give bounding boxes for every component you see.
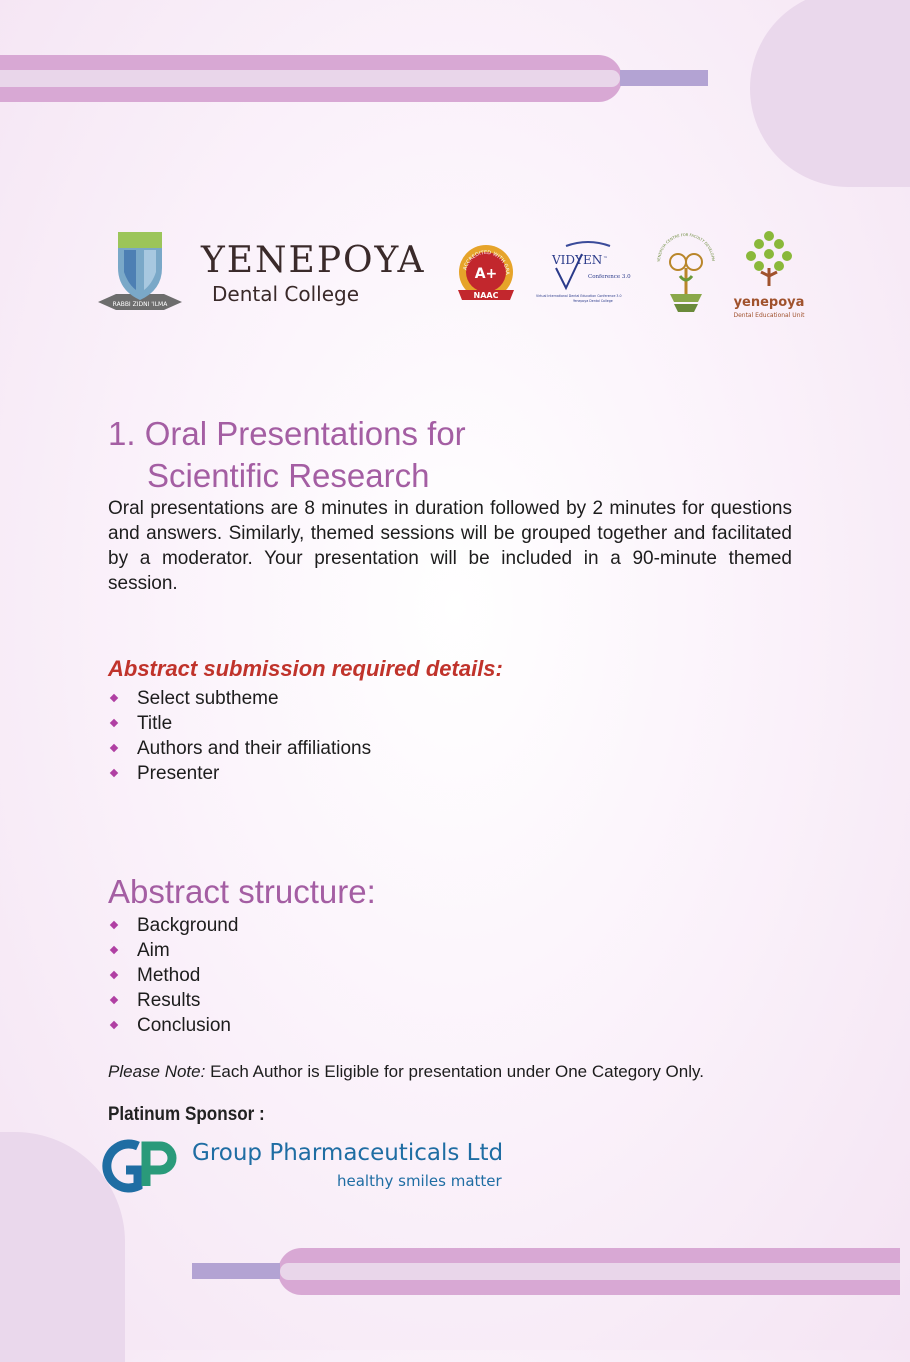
diamond-bullet-icon bbox=[110, 769, 118, 777]
sponsor-name: Group Pharmaceuticals Ltd bbox=[192, 1140, 504, 1166]
note-text: Each Author is Eligible for presentation under One Category Only. bbox=[205, 1062, 704, 1081]
vidyen-title: VIDYEN bbox=[552, 253, 603, 267]
naac-grade: A+ bbox=[474, 266, 498, 282]
list-item: Results bbox=[108, 988, 238, 1013]
vidyen-conf: Conference 3.0 bbox=[588, 274, 631, 280]
abstract-structure-list bbox=[108, 913, 238, 1038]
list-item: Select subtheme bbox=[108, 686, 371, 711]
yenepoya-shield-logo bbox=[96, 228, 184, 314]
list-item: Background bbox=[108, 913, 238, 938]
group-pharmaceuticals-logo-icon bbox=[108, 1140, 178, 1192]
bottom-decorative-bar-inner bbox=[280, 1263, 900, 1280]
section-description: Oral presentations are 8 minutes in duration followed by 2 minutes for questions and answers. Similarly, themed sessions will be grouped together and facilitated by a moderator. Your presentation will be included in a 90-minute themed session. bbox=[108, 498, 792, 594]
sponsor-tagline: healthy smiles matter bbox=[337, 1172, 502, 1190]
note-label: Please Note: bbox=[108, 1062, 206, 1081]
eligibility-note bbox=[108, 1062, 704, 1082]
sponsor-label: Platinum Sponsor : bbox=[108, 1104, 265, 1125]
list-item: Title bbox=[108, 711, 371, 736]
yen-name: yenepoya bbox=[733, 295, 805, 310]
top-decorative-bar-inner bbox=[0, 70, 620, 87]
section-heading-oral-presentations bbox=[108, 413, 466, 497]
vidyen-line2: Yenepoya Dental College bbox=[573, 299, 613, 303]
vidyen-conference-logo bbox=[536, 240, 638, 306]
corner-decoration-top-right bbox=[750, 0, 910, 187]
tree-ring-text: YENEPOYA CENTRE FOR FACULTY DEVELOPM bbox=[656, 232, 716, 263]
diamond-bullet-icon bbox=[110, 971, 118, 979]
diamond-bullet-icon bbox=[110, 921, 118, 929]
diamond-bullet-icon bbox=[110, 719, 118, 727]
college-subtitle: Dental College bbox=[212, 282, 360, 306]
section-heading-line1: 1. Oral Presentations for bbox=[108, 415, 466, 452]
shield-motto: RABBI ZIDNI 'ILMA bbox=[112, 301, 168, 308]
submission-details-list bbox=[108, 686, 371, 786]
diamond-bullet-icon bbox=[110, 946, 118, 954]
dental-educational-unit-logo bbox=[726, 228, 812, 322]
list-item: Aim bbox=[108, 938, 238, 963]
diamond-bullet-icon bbox=[110, 1021, 118, 1029]
list-item: Authors and their affiliations bbox=[108, 736, 371, 761]
diamond-bullet-icon bbox=[110, 694, 118, 702]
top-decorative-bar-tail bbox=[620, 70, 708, 86]
submission-details-heading: Abstract submission required details: bbox=[108, 656, 503, 681]
diamond-bullet-icon bbox=[110, 996, 118, 1004]
vidyen-tm: ™ bbox=[603, 256, 608, 262]
section-heading-line2: Scientific Research bbox=[147, 457, 430, 494]
naac-ring-text: ACCREDITED WITH GRA bbox=[462, 249, 511, 275]
abstract-structure-heading: Abstract structure: bbox=[108, 873, 376, 910]
vidyen-line1: Virtual International Dental Education Conference 3.0 bbox=[536, 294, 622, 298]
faculty-development-tree-icon bbox=[654, 232, 718, 316]
list-item: Conclusion bbox=[108, 1013, 238, 1038]
list-item: Method bbox=[108, 963, 238, 988]
naac-badge-icon bbox=[454, 242, 518, 306]
bottom-decorative-bar-tail bbox=[192, 1263, 280, 1279]
diamond-bullet-icon bbox=[110, 744, 118, 752]
yen-unit: Dental Educational Unit bbox=[733, 312, 805, 319]
naac-label: NAAC bbox=[473, 291, 499, 300]
college-name: YENEPOYA bbox=[201, 240, 426, 281]
list-item: Presenter bbox=[108, 761, 371, 786]
